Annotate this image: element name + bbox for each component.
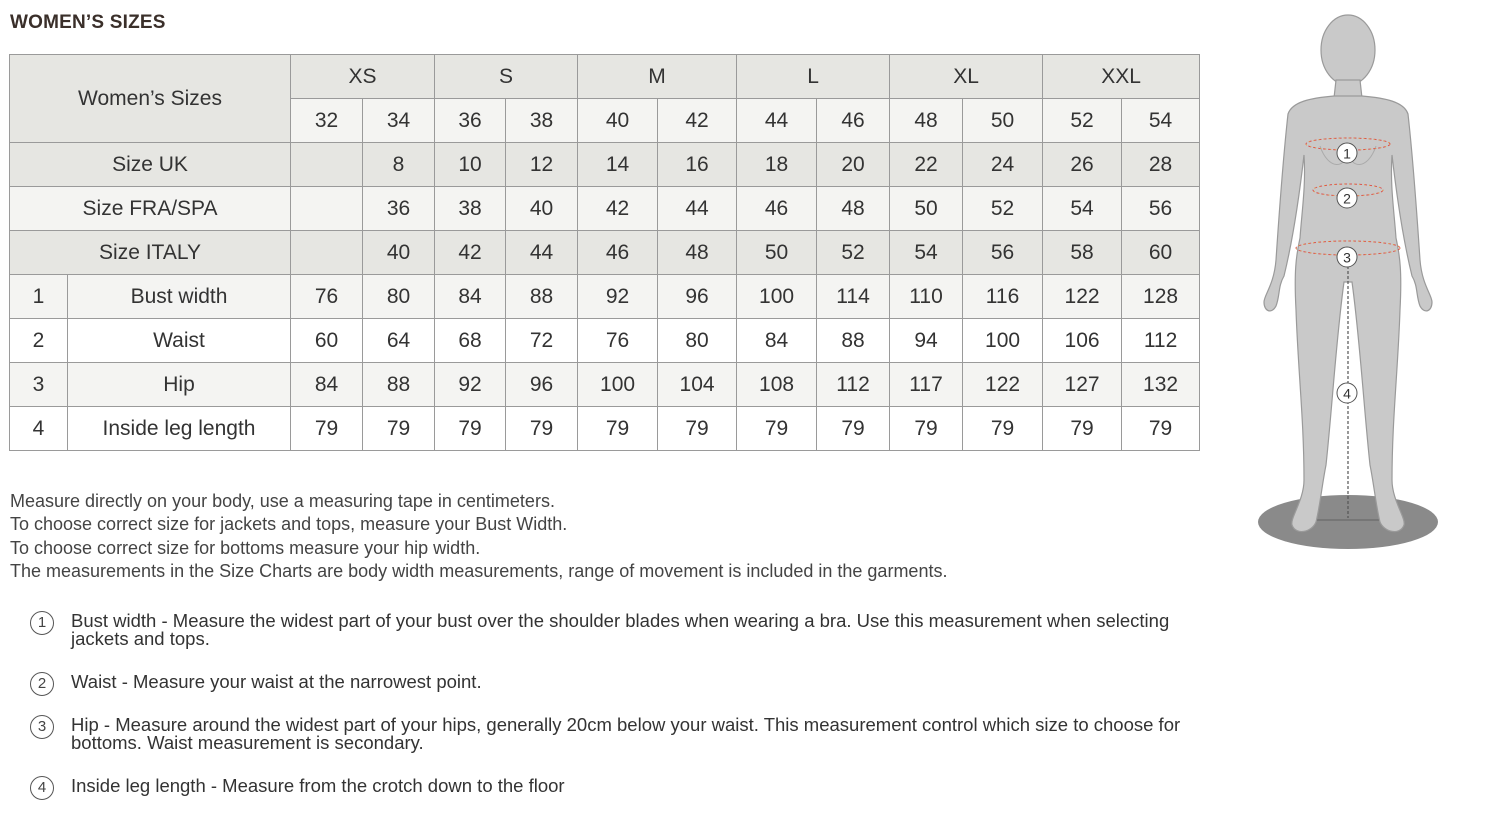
note-line: To choose correct size for bottoms measure your hip width. [10, 537, 481, 558]
table-cell: 104 [658, 363, 737, 407]
table-cell: 10 [435, 143, 506, 187]
table-cell: 117 [890, 363, 963, 407]
table-row [10, 275, 1200, 319]
table-cell: 54 [1043, 187, 1122, 231]
size-header: 46 [817, 99, 890, 143]
table-cell: 79 [1043, 407, 1122, 451]
table-cell: 50 [890, 187, 963, 231]
table-cell: 18 [737, 143, 817, 187]
size-header: 54 [1122, 99, 1200, 143]
svg-text:1: 1 [1343, 145, 1351, 162]
table-cell: 44 [506, 231, 578, 275]
table-cell: 64 [363, 319, 435, 363]
marker-2-icon [1337, 188, 1357, 208]
table-cell: 122 [963, 363, 1043, 407]
table-cell: 36 [363, 187, 435, 231]
table-cell: 28 [1122, 143, 1200, 187]
number-circle-icon: 1 [30, 611, 54, 635]
row-label: Size FRA/SPA [10, 187, 291, 231]
size-group-header: XS [291, 55, 435, 99]
table-cell: 56 [963, 231, 1043, 275]
measurement-notes [10, 490, 947, 583]
number-circle-icon: 2 [30, 672, 54, 696]
row-label: Hip [68, 363, 291, 407]
size-header: 32 [291, 99, 363, 143]
table-cell: 52 [963, 187, 1043, 231]
row-number: 4 [10, 407, 68, 451]
table-cell: 26 [1043, 143, 1122, 187]
table-cell: 112 [1122, 319, 1200, 363]
table-cell: 14 [578, 143, 658, 187]
table-cell: 79 [737, 407, 817, 451]
table-cell: 76 [578, 319, 658, 363]
table-cell: 46 [737, 187, 817, 231]
size-header: 48 [890, 99, 963, 143]
size-header: 52 [1043, 99, 1122, 143]
table-cell: 106 [1043, 319, 1122, 363]
table-cell: 20 [817, 143, 890, 187]
svg-text:2: 2 [1343, 190, 1351, 207]
table-cell: 54 [890, 231, 963, 275]
table-cell: 58 [1043, 231, 1122, 275]
table-cell: 52 [817, 231, 890, 275]
table-row [10, 407, 1200, 451]
table-row [10, 187, 1200, 231]
table-cell: 42 [435, 231, 506, 275]
size-chart-table [9, 54, 1200, 451]
size-group-header: XXL [1043, 55, 1200, 99]
table-cell: 40 [363, 231, 435, 275]
table-cell: 100 [578, 363, 658, 407]
table-cell: 112 [817, 363, 890, 407]
corner-label: Women’s Sizes [10, 55, 291, 143]
table-cell: 60 [1122, 231, 1200, 275]
size-header: 42 [658, 99, 737, 143]
measurement-legend [0, 612, 1200, 812]
size-header: 50 [963, 99, 1043, 143]
table-cell [291, 187, 363, 231]
number-circle-icon: 3 [30, 715, 54, 739]
table-cell: 79 [817, 407, 890, 451]
size-header: 40 [578, 99, 658, 143]
row-label: Size ITALY [10, 231, 291, 275]
legend-text: Waist - Measure your waist at the narrowest point. [71, 671, 482, 692]
marker-4-icon [1337, 383, 1357, 403]
table-cell: 16 [658, 143, 737, 187]
table-cell: 60 [291, 319, 363, 363]
note-line: To choose correct size for jackets and tops, measure your Bust Width. [10, 514, 568, 535]
table-cell: 24 [963, 143, 1043, 187]
table-cell: 46 [578, 231, 658, 275]
size-group-header: L [737, 55, 890, 99]
row-number: 2 [10, 319, 68, 363]
table-cell: 132 [1122, 363, 1200, 407]
table-cell: 92 [435, 363, 506, 407]
table-row [10, 319, 1200, 363]
size-header: 44 [737, 99, 817, 143]
table-cell: 42 [578, 187, 658, 231]
table-cell: 96 [658, 275, 737, 319]
size-header: 38 [506, 99, 578, 143]
table-cell: 44 [658, 187, 737, 231]
table-cell: 100 [737, 275, 817, 319]
marker-1-icon [1337, 143, 1357, 163]
table-cell: 80 [363, 275, 435, 319]
body-figure-illustration [1250, 10, 1450, 560]
table-row [10, 363, 1200, 407]
table-cell: 22 [890, 143, 963, 187]
row-label: Inside leg length [68, 407, 291, 451]
size-header: 36 [435, 99, 506, 143]
row-number: 3 [10, 363, 68, 407]
table-cell: 56 [1122, 187, 1200, 231]
table-cell: 79 [658, 407, 737, 451]
table-cell: 88 [817, 319, 890, 363]
table-cell: 84 [435, 275, 506, 319]
table-cell: 79 [291, 407, 363, 451]
body-measurement-figure [1250, 10, 1450, 560]
svg-text:4: 4 [1343, 385, 1351, 402]
table-cell: 40 [506, 187, 578, 231]
table-cell: 110 [890, 275, 963, 319]
table-cell [291, 143, 363, 187]
table-cell: 79 [363, 407, 435, 451]
row-label: Bust width [68, 275, 291, 319]
table-cell: 79 [578, 407, 658, 451]
table-cell: 50 [737, 231, 817, 275]
table-cell: 68 [435, 319, 506, 363]
table-cell: 128 [1122, 275, 1200, 319]
table-cell: 92 [578, 275, 658, 319]
table-cell: 79 [506, 407, 578, 451]
table-cell: 79 [963, 407, 1043, 451]
table-cell: 100 [963, 319, 1043, 363]
table-cell: 108 [737, 363, 817, 407]
row-number: 1 [10, 275, 68, 319]
table-cell: 88 [506, 275, 578, 319]
table-cell: 12 [506, 143, 578, 187]
table-row [10, 231, 1200, 275]
legend-text: Bust width - Measure the widest part of your bust over the shoulder blades when wearing a bra. Use this measurement when selecting jackets and tops. [71, 610, 1170, 649]
table-cell: 38 [435, 187, 506, 231]
table-cell: 122 [1043, 275, 1122, 319]
table-cell: 8 [363, 143, 435, 187]
size-header: 34 [363, 99, 435, 143]
table-cell: 79 [435, 407, 506, 451]
header-row-groups [10, 55, 1200, 99]
table-cell [291, 231, 363, 275]
table-cell: 76 [291, 275, 363, 319]
marker-3-icon [1337, 247, 1357, 267]
table-cell: 127 [1043, 363, 1122, 407]
table-cell: 88 [363, 363, 435, 407]
table-cell: 96 [506, 363, 578, 407]
size-group-header: XL [890, 55, 1043, 99]
table-cell: 94 [890, 319, 963, 363]
legend-text: Hip - Measure around the widest part of your hips, generally 20cm below your waist. This measurement control which size to choose for bottoms. Waist measurement is secondary. [71, 714, 1181, 753]
number-circle-icon: 4 [30, 776, 54, 800]
row-label: Size UK [10, 143, 291, 187]
table-cell: 48 [817, 187, 890, 231]
table-cell: 114 [817, 275, 890, 319]
table-cell: 79 [890, 407, 963, 451]
table-cell: 48 [658, 231, 737, 275]
table-cell: 80 [658, 319, 737, 363]
table-row [10, 143, 1200, 187]
table-cell: 72 [506, 319, 578, 363]
table-cell: 79 [1122, 407, 1200, 451]
table-cell: 84 [737, 319, 817, 363]
note-line: Measure directly on your body, use a measuring tape in centimeters. [10, 491, 555, 511]
note-line: The measurements in the Size Charts are body width measurements, range of movement is included in the garments. [10, 560, 948, 581]
size-group-header: S [435, 55, 578, 99]
table-cell: 84 [291, 363, 363, 407]
legend-text: Inside leg length - Measure from the crotch down to the floor [71, 775, 565, 796]
row-label: Waist [68, 319, 291, 363]
table-cell: 116 [963, 275, 1043, 319]
svg-text:3: 3 [1343, 249, 1351, 266]
size-group-header: M [578, 55, 737, 99]
page-title: WOMEN’S SIZES [10, 12, 166, 33]
